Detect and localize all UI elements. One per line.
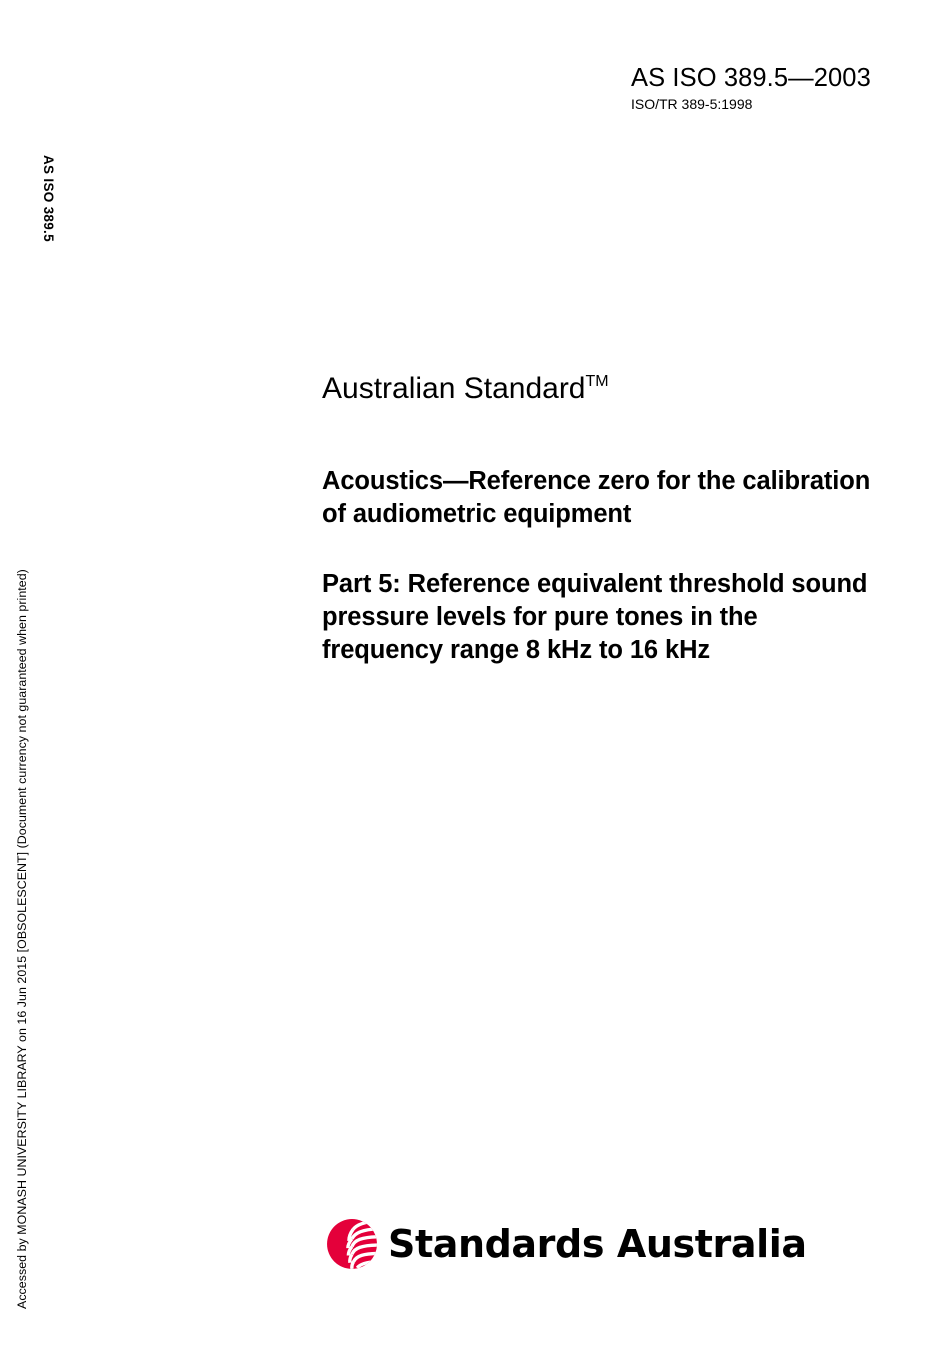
standard-kind-heading <box>322 372 882 407</box>
access-watermark: Accessed by MONASH UNIVERSITY LIBRARY on 16 Jun 2015 [OBSOLESCENT] (Document currency not guaranteed when printed) <box>15 569 29 1309</box>
document-identifier-block <box>631 64 871 112</box>
subject-title: Acoustics—Reference zero for the calibration of audiometric equipment <box>322 466 871 528</box>
standard-kind-text: Australian Standard <box>322 372 586 405</box>
standard-number: AS ISO 389.5—2003 <box>631 64 871 92</box>
standards-australia-globe-icon <box>326 1218 378 1270</box>
publisher-logo-lockup <box>326 1218 807 1270</box>
side-margin-designation: AS ISO 389.5 <box>41 155 56 242</box>
part-title: Part 5: Reference equivalent threshold sound pressure levels for pure tones in the frequency range 8 kHz to 16 kHz <box>322 569 868 665</box>
publisher-name: Standards Australia <box>388 1222 807 1266</box>
title-block <box>322 372 882 667</box>
trademark-icon: TM <box>585 373 609 390</box>
iso-reference-number: ISO/TR 389-5:1998 <box>631 95 753 112</box>
